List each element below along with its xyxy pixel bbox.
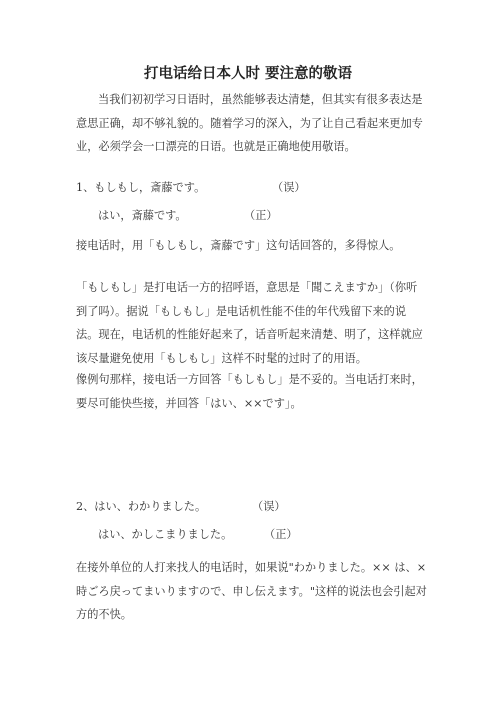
- example2-wrong-tag: （误）: [252, 500, 286, 513]
- example1-wrong-tag: （误）: [272, 181, 306, 194]
- example2-wrong-text: 2、はい、わかりました。: [76, 500, 207, 513]
- intro-paragraph: 当我们初初学习日语时，虽然能够表达清楚，但其实有很多表达是意思正确，却不够礼貌的。随着学习的深入，为了让自己看起来更加专业，必须学会一口漂亮的日语。也就是正确地使用敬语。: [76, 93, 423, 154]
- example1-right-text: はい，斎藤です。: [98, 209, 187, 222]
- paragraph-2: 「もしもし」是打电话一方的招呼语，意思是「聞こえますか」（你听到了吗）。据说「もしもし」是电话机性能不佳的年代残留下来的说法。现在，电话机的性能好起来了，话音听起来清楚、明了，这样就应该尽量避免使用「もしもし」这样不时髦的过时了的用语。: [76, 281, 423, 365]
- example1-right-tag: （正）: [244, 209, 278, 222]
- paragraph-3: 像例句那样，接电话一方回答「もしもし」是不妥的。当电话打来时，要尽可能快些接，并回答「はい、××です」。: [76, 373, 423, 410]
- paragraph-4: 在接外单位的人打来找人的电话时，如果说"わかりました。×× は、×時ごろ戻ってまいりますので、申し伝えます。"这样的说法也会引起对方的不快。: [76, 561, 427, 622]
- document-title: 打电话给日本人时 要注意的敬语: [143, 66, 353, 82]
- example1-wrong-text: 1、もしもし，斎藤です。: [76, 181, 206, 194]
- example2-right-text: はい、かしこまりました。: [98, 528, 233, 541]
- example2-right-tag: （正）: [264, 528, 298, 541]
- paragraph-1: 接电话时，用「もしもし，斎藤です」这句话回答的，多得惊人。: [76, 239, 401, 252]
